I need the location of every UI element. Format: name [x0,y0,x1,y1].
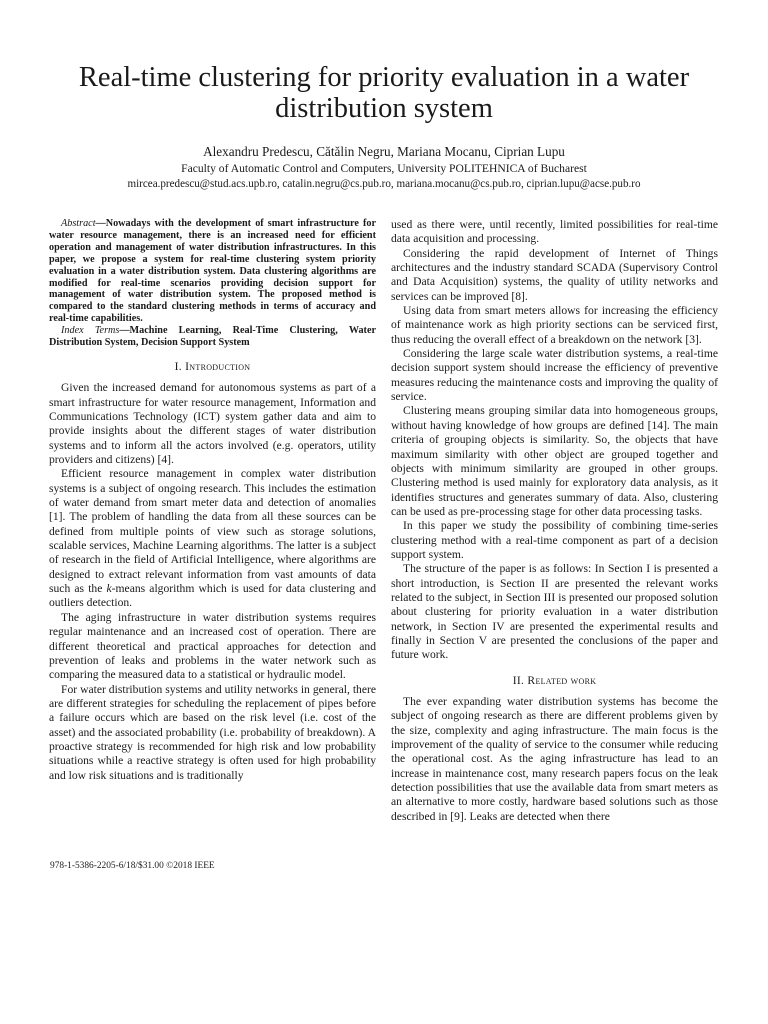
paragraph: Given the increased demand for autonomous systems as part of a smart infrastructure for water resource management, Information and Communications Technology (ICT) system gather data and aim to provide insights about the different stages of water distribution systems and to inform all the actors involved (e.g. operators, utility providers and citizens) [4]. [49,381,376,467]
left-column [49,218,376,783]
paragraph: Considering the rapid development of Internet of Things architectures and the industry standard SCADA (Supervisory Control and Data Acquisition) systems, the quality of utility networks and services can be improved [8]. [391,246,718,303]
paper-title: Real-time clustering for priority evaluation in a water distribution system [78,62,690,124]
affiliation: Faculty of Automatic Control and Computers, University POLITEHNICA of Bucharest [181,162,587,175]
index-terms [49,325,376,349]
author-emails: mircea.predescu@stud.acs.upb.ro, catalin.negru@cs.pub.ro, mariana.mocanu@cs.pub.ro, ciprian.lupu@acse.pub.ro [127,178,641,190]
index-terms-label: Index Terms [61,325,120,337]
section-heading-related-work: II. Related work [512,673,597,687]
italic-k: k [106,582,112,596]
abstract [49,218,376,325]
abstract-text: —Nowadays with the development of smart infrastructure for water resource management, there is an increased need for efficient operation and management of water distribution infrastructures. In this paper, we propose a system for real-time clustering system priority evaluation in a water distribution system. Data clustering algorithms are modified for real-time scenarios providing decision support for management of water distribution system. The proposed method is compared to the standard clustering methods in terms of accuracy and real-time capabilities. [49,218,376,325]
paragraph: Clustering means grouping similar data into homogeneous groups, without having knowledge of how groups are defined [14]. The main criteria of grouping objects is similarity. So, the objects that have maximum similarity with other object are grouped together and objects with minimum similarity are grouped in other groups. Clustering method is used mainly for exploratory data analysis, as it identifies structures and generates summary of data. Also, clustering can be used as pre-processing stage for other data processing tasks. [391,404,718,518]
paragraph-text: Efficient resource management in complex water distribution systems is a subject of ongoing research. This includes the estimation of water demand from smart meter data and detection of anomalies [1]. The problem of handling the data from all these sources can be defined from multiple points of view such as storage solutions, scalable services, Machine Learning algorithms. The latter is a subject of research in the field of Artificial Intelligence, where algorithms are designed to extract relevant information from vast amounts of data such as the [49,467,376,596]
paragraph: For water distribution systems and utility networks in general, there are different strategies for scheduling the replacement of pipes before a failure occurs which are based on the risk level (i.e. cost of the asset) and the associated probability (i.e. probability of breakdown). A proactive strategy is recommended for high risk and low probability situations while a reactive strategy is often used for high probability and low risk situations and is traditionally [49,682,376,782]
section-heading-introduction: I. Introduction [174,359,251,373]
paragraph: used as there were, until recently, limited possibilities for real-time data acquisition and processing. [391,218,718,246]
author-list: Alexandru Predescu, Cătălin Negru, Mariana Mocanu, Ciprian Lupu [203,144,565,159]
paragraph: In this paper we study the possibility of combining time-series clustering method with a real-time component as part of a decision support system. [391,519,718,561]
paragraph: Considering the large scale water distribution systems, a real-time decision support system should increase the efficiency of preventive measures reducing the maintenance costs and improving the quality of service. [391,347,718,404]
paragraph [49,467,376,610]
paragraph: The structure of the paper is as follows: In Section I is presented a short introduction, is Section II are presented the relevant works related to the subject, in Section III is presented our proposed solution about clustering for priority evaluation in a water distribution network, in Section IV are presented the experimental results and finally in Section V are presented the conclusions of the paper and future work. [391,562,718,662]
paragraph-text: -means algorithm which is used for data clustering and outliers detection. [49,582,376,610]
right-column [391,218,718,824]
index-terms-text: —Machine Learning, Real-Time Clustering, Water Distribution System, Decision Support System [49,325,376,349]
copyright-footer: 978-1-5386-2205-6/18/$31.00 ©2018 IEEE [50,861,215,871]
paragraph: Using data from smart meters allows for increasing the efficiency of maintenance work as high priority sections can be serviced first, thus reducing the overall effect of a breakdown on the network [3]. [391,304,718,346]
abstract-label: Abstract [61,218,96,229]
paragraph: The aging infrastructure in water distribution systems requires regular maintenance and an increased cost of operation. There are different theoretical and practical approaches for detection and prevention of leaks and problems in the water network such as comparing the measured data to a statistical or hydraulic model. [49,610,376,682]
paragraph: The ever expanding water distribution systems has become the subject of ongoing research as there are different problems given by the size, complexity and aging infrastructure. The main focus is the improvement of the quality of service to the consumer while reducing the operational cost. As the aging infrastructure has lead to an increase in maintenance cost, many research papers focus on the leak detection possibilities that use the available data from smart meters as an alternative to more costly, hardware based solutions such as those described in [9]. Leaks are detected when there [391,695,718,823]
